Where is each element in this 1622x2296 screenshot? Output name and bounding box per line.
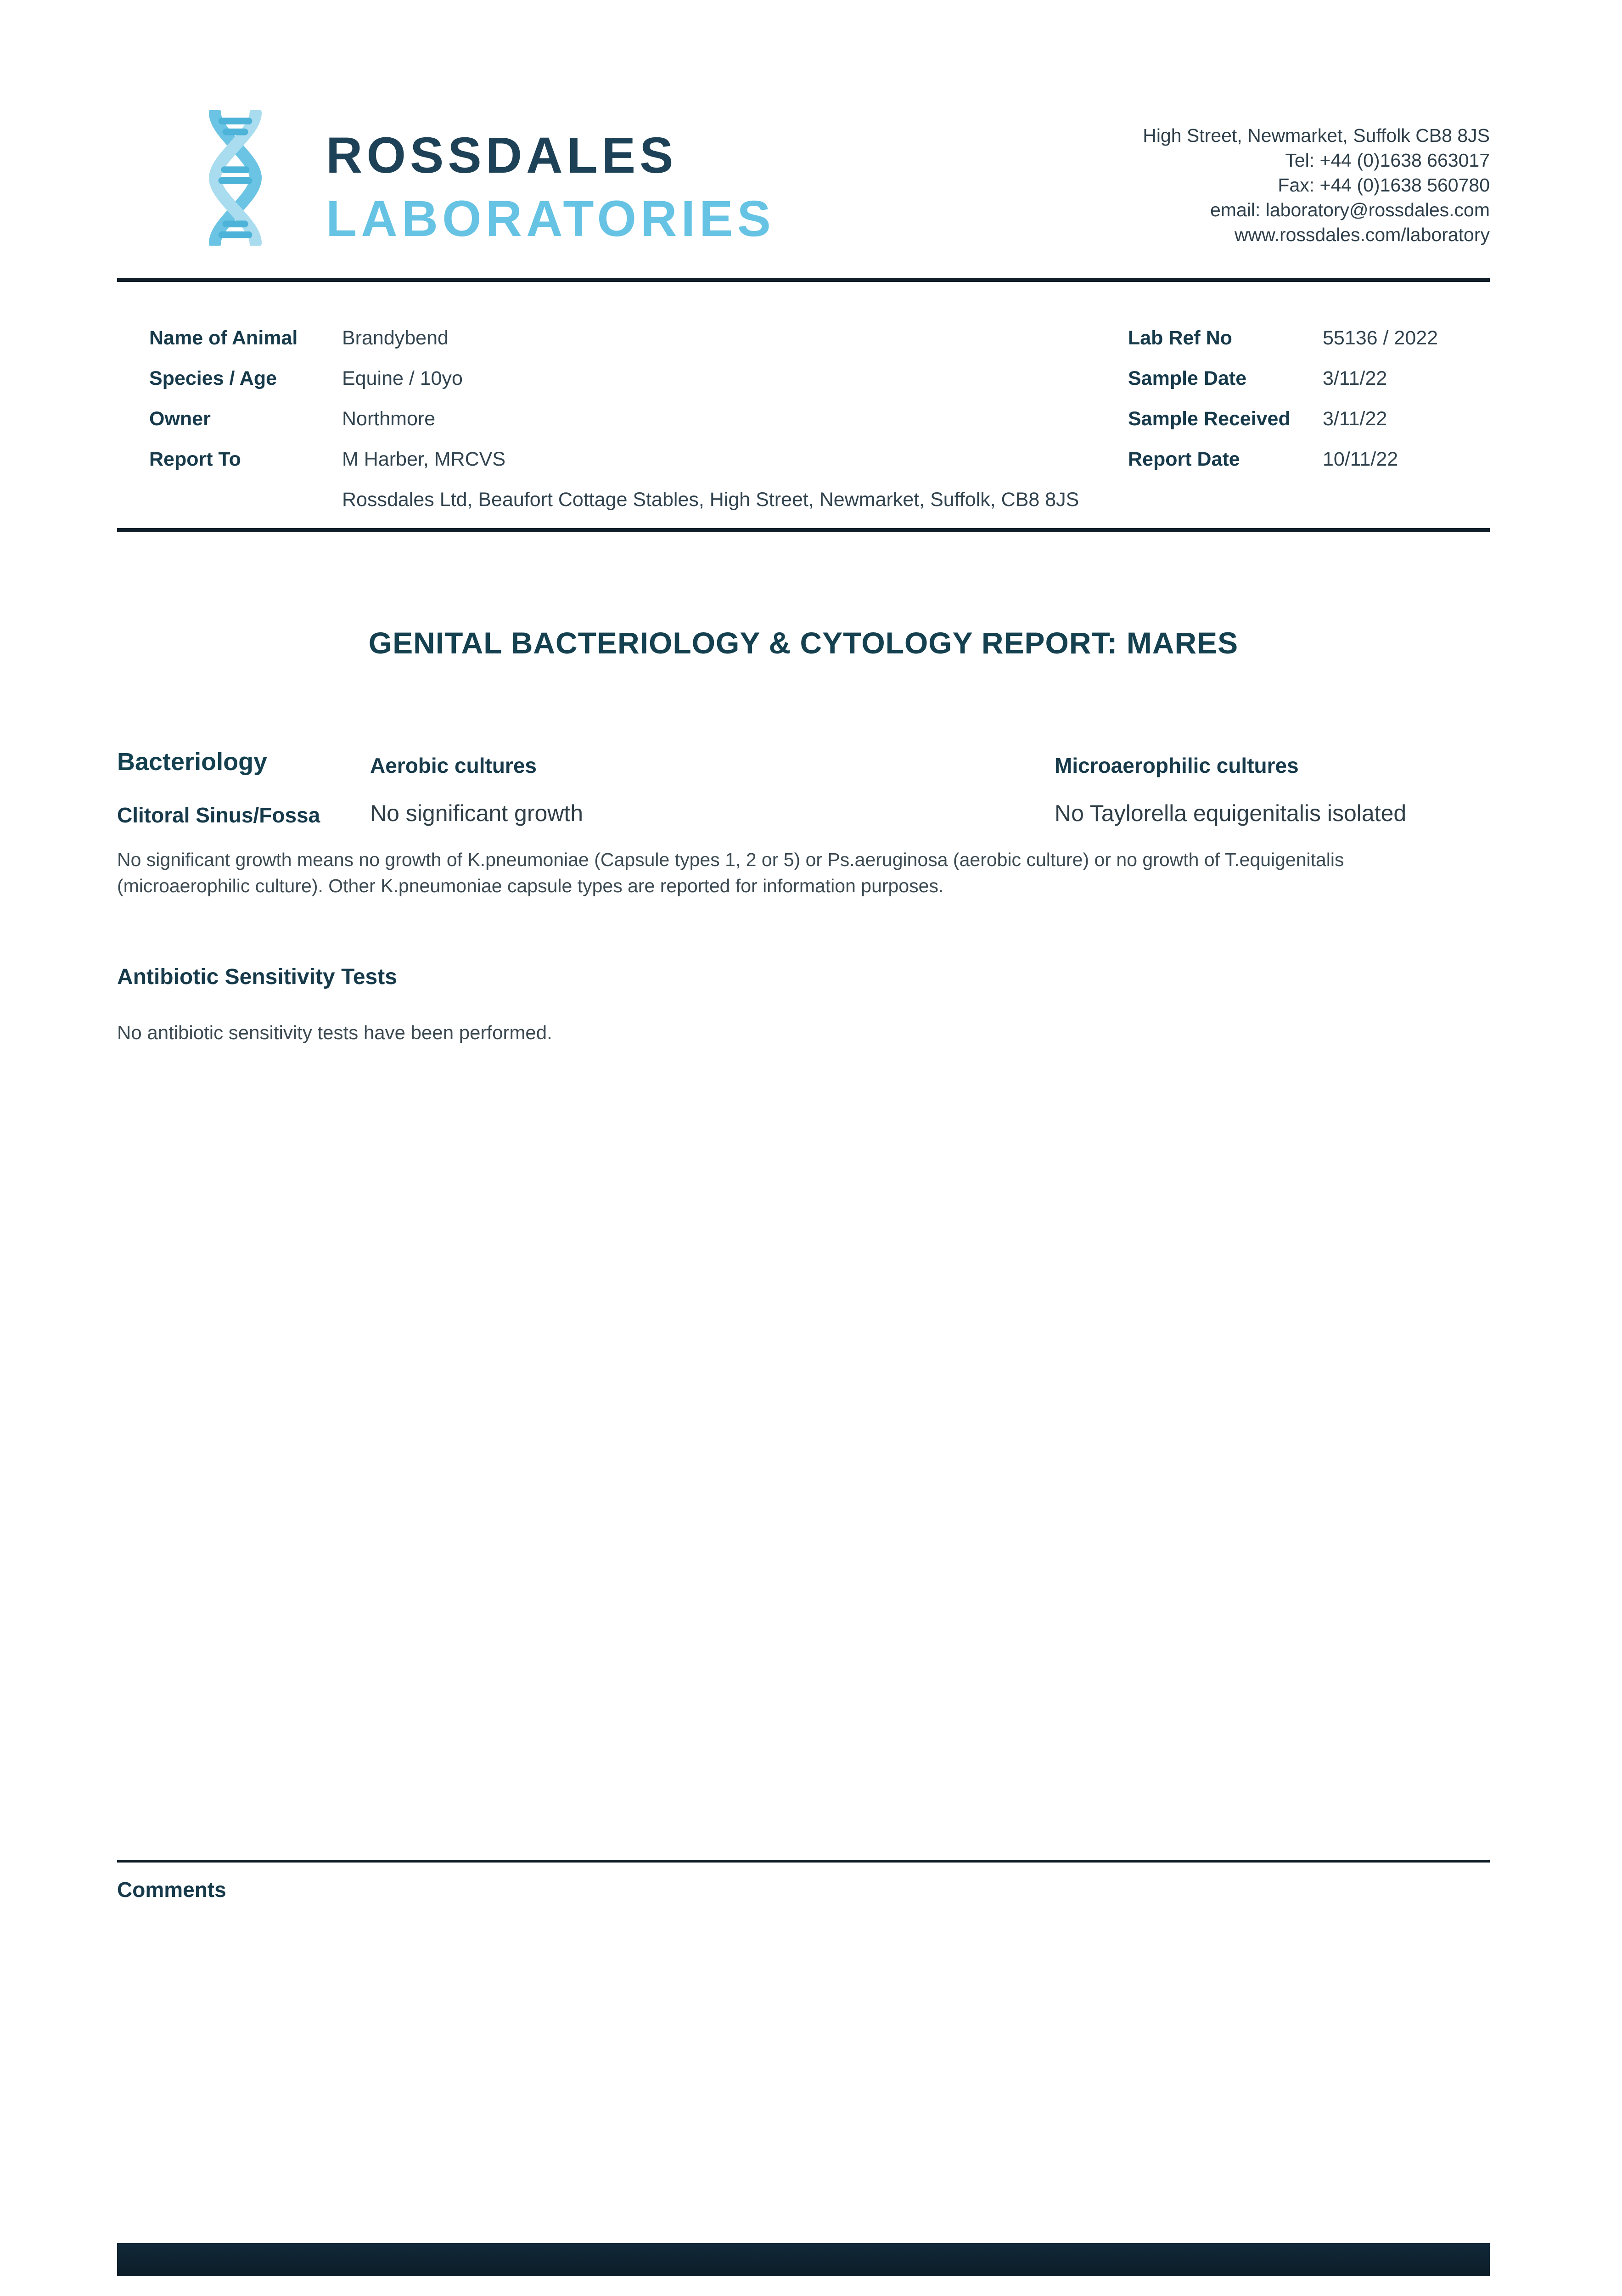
lab-phone-line: Tel: +44 (0)1638 663017 [1285,150,1490,171]
info-label: Sample Received [1128,408,1291,430]
info-label: Name of Animal [149,327,298,349]
info-label: Sample Date [1128,367,1247,389]
info-value: 3/11/22 [1323,367,1387,389]
info-row-report-to [149,448,505,489]
aerobic-result: No significant growth [370,800,584,826]
info-row-sample-date [1128,367,1438,408]
info-value: 3/11/22 [1323,408,1387,430]
info-value: Brandybend [342,327,449,349]
comments-heading: Comments [117,1878,226,1902]
aerobic-cultures-header: Aerobic cultures [370,754,537,777]
lab-address-line: High Street, Newmarket, Suffolk CB8 8JS [1143,125,1490,146]
divider-top [117,278,1490,282]
brand-name-top: ROSSDALES [326,127,678,184]
report-to-address: Rossdales Ltd, Beaufort Cottage Stables, High Street, Newmarket, Suffolk, CB8 8JS [342,489,1079,511]
info-value: 55136 / 2022 [1323,327,1438,349]
info-row-report-date [1128,448,1438,489]
info-label: Report To [149,448,241,470]
info-row-lab-ref [1128,327,1438,367]
info-value: 10/11/22 [1323,448,1398,470]
antibiotic-sensitivity-text: No antibiotic sensitivity tests have been performed. [117,1022,552,1043]
report-header [117,110,1490,262]
lab-contact-block [1143,123,1490,247]
info-label: Species / Age [149,367,277,389]
brand-name-bottom: LABORATORIES [326,191,775,247]
bacteriology-heading: Bacteriology [117,748,268,776]
footer-bar [117,2243,1490,2276]
info-row-owner [149,408,505,448]
divider-comments [117,1860,1490,1863]
lab-website-line: www.rossdales.com/laboratory [1235,224,1490,245]
info-label: Owner [149,408,211,430]
animal-info-left [149,327,505,489]
lab-fax-line: Fax: +44 (0)1638 560780 [1278,174,1490,196]
animal-info-right [1128,327,1438,489]
divider-info-bottom [117,528,1490,532]
dna-helix-icon [168,110,303,246]
microaerophilic-result: No Taylorella equigenitalis isolated [1055,800,1407,826]
clitoral-sinus-fossa-label: Clitoral Sinus/Fossa [117,803,320,827]
info-label: Lab Ref No [1128,327,1232,349]
antibiotic-sensitivity-section [117,964,1490,1044]
bacteriology-note: No significant growth means no growth of K.pneumoniae (Capsule types 1, 2 or 5) or Ps.aeruginosa (aerobic culture) or no growth of T.equigenitalis (microaerophilic culture). Other K.pneumoniae capsule types are reported for information purposes. [117,849,1344,896]
info-value: Equine / 10yo [342,367,463,389]
info-row-species-age [149,367,505,408]
report-title: GENITAL BACTERIOLOGY & CYTOLOGY REPORT: MARES [368,626,1239,660]
info-row-sample-received [1128,408,1438,448]
info-value: M Harber, MRCVS [342,448,506,470]
info-row-name-of-animal [149,327,505,367]
brand-wordmark [326,124,775,251]
antibiotic-sensitivity-heading: Antibiotic Sensitivity Tests [117,965,397,989]
lab-email-line: email: laboratory@rossdales.com [1210,199,1490,220]
info-label: Report Date [1128,448,1240,470]
info-value: Northmore [342,408,436,430]
microaerophilic-cultures-header: Microaerophilic cultures [1055,754,1299,777]
